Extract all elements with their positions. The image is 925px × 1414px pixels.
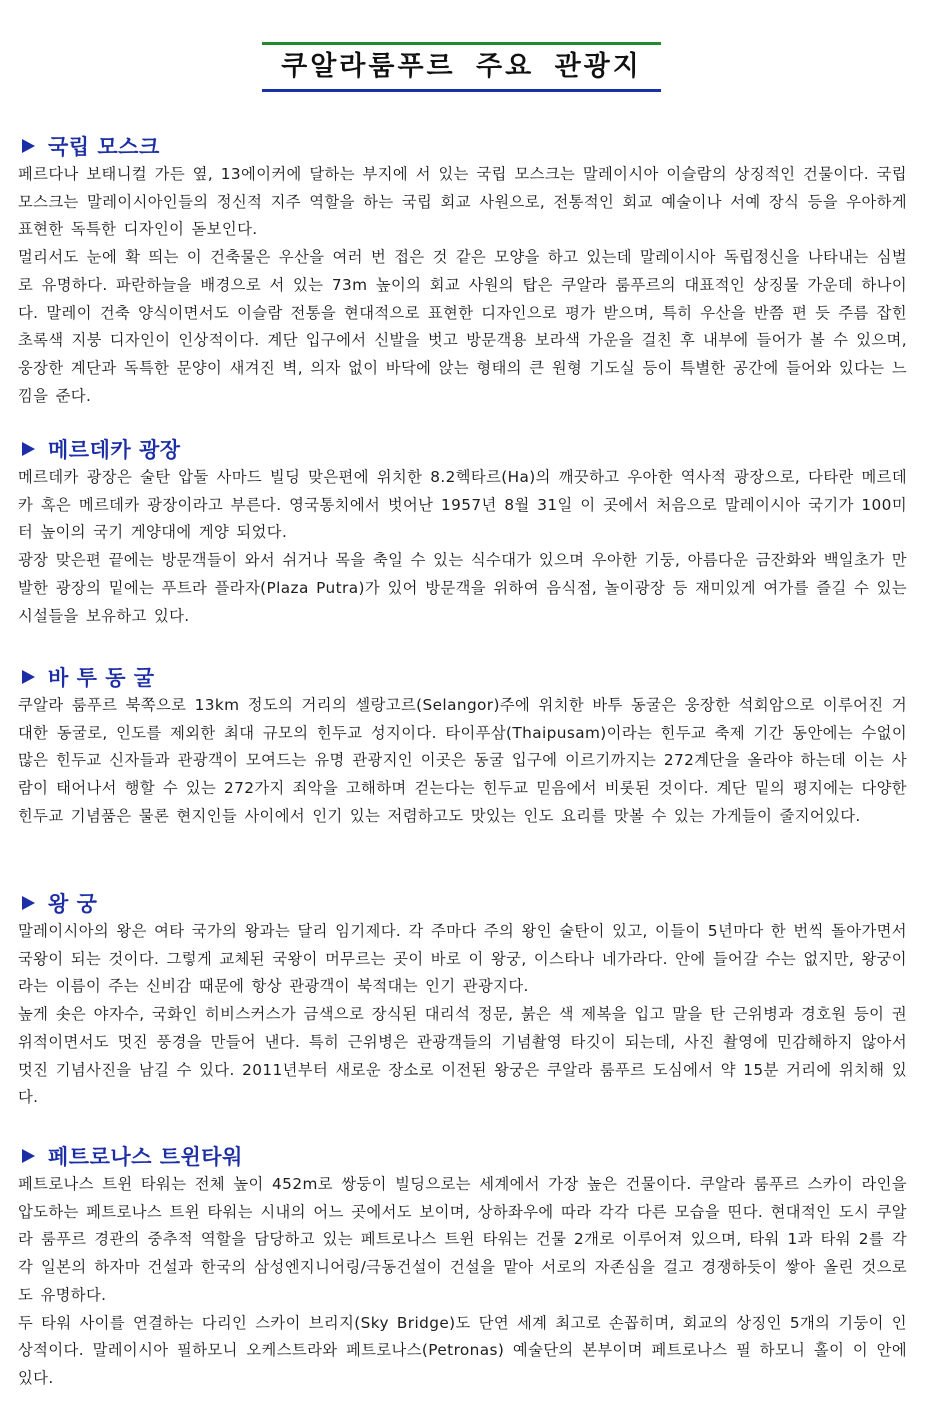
paragraph: 쿠알라 룸푸르 북쪽으로 13km 정도의 거리의 셀랑고르(Selangor)주에 위치한 바투 동굴은 웅장한 석회암으로 이루어진 거대한 동굴로, 인도를 제외한 최대 규모의 힌두교 성지이다. 타이푸삼(Thaipusam)이라는 힌두교 축제 기간 동안에는 수없이 많은 힌두교 신자들과 관광객이 모여드는 유명 관광지인 이곳은 동굴 입구에 이르기까지는 272계단을 올라야 하는데 이는 사람이 태어나서 행할 수 있는 272가지 죄악을 고해하며 걷는다는 힌두교 믿음에서 비롯된 것이다. 계단 밑의 평지에는 다양한 힌두교 기념품은 물론 현지인들 사이에서 인기 있는 저렴하고도 맛있는 인도 요리를 맛볼 수 있는 가게들이 줄지어있다. — [18, 696, 907, 825]
section-heading-text: 바 투 동 굴 — [48, 666, 155, 690]
paragraph: 멀리서도 눈에 확 띄는 이 건축물은 우산을 여러 번 접은 것 같은 모양을 하고 있는데 말레이시아 독립정신을 나타내는 심벌로 유명하다. 파란하늘을 배경으로 서 있는 73m 높이의 회교 사원의 탑은 쿠알라 룸푸르의 대표적인 상징물 가운데 하나이다. 말레이 건축 양식이면서도 이슬람 전통을 현대적으로 표현한 디자인으로 평가 받으며, 특히 우산을 반쯤 편 듯 주름 잡힌 초록색 지붕 디자인이 인상적이다. 계단 입구에서 신발을 벗고 방문객용 보라색 가운을 걸친 후 내부에 들어가 볼 수 있으며, 웅장한 계단과 독특한 문양이 새겨진 벽, 의자 없이 바닥에 앉는 형태의 큰 원형 기도실 등이 특별한 공간에 들어와 있다는 느낌을 준다. — [18, 248, 907, 405]
section-national-mosque — [18, 131, 907, 410]
triangle-right-icon — [22, 670, 35, 684]
paragraph: 페르다나 보태니컬 가든 옆, 13에이커에 달하는 부지에 서 있는 국립 모스크는 말레이시아 이슬람의 상징적인 건물이다. 국립 모스크는 말레이시아인들의 정신적 지주 역할을 하는 국립 회교 사원으로, 전통적인 회교 예술이나 서예 장식 등을 우아하게 표현한 독특한 디자인이 돋보인다. — [18, 165, 907, 239]
section-batu-caves — [18, 662, 907, 831]
section-heading-text: 메르데카 광장 — [48, 438, 181, 462]
triangle-right-icon — [22, 896, 35, 910]
section-heading — [18, 662, 907, 692]
triangle-right-icon — [22, 139, 35, 153]
section-heading — [18, 888, 907, 918]
section-petronas-twin-towers — [18, 1141, 907, 1393]
paragraph: 광장 맞은편 끝에는 방문객들이 와서 쉬거나 목을 축일 수 있는 식수대가 있으며 우아한 기둥, 아름다운 금잔화와 백일초가 만발한 광장의 밑에는 푸트라 플라자(Plaza Putra)가 있어 방문객을 위하여 음식점, 놀이광장 등 재미있게 여가를 즐길 수 있는 시설들을 보유하고 있다. — [18, 551, 907, 625]
section-heading — [18, 434, 907, 464]
section-merdeka-square — [18, 434, 907, 630]
section-heading — [18, 1141, 907, 1171]
paragraph: 메르데카 광장은 술탄 압둘 사마드 빌딩 맞은편에 위치한 8.2헥타르(Ha)의 깨끗하고 우아한 역사적 광장으로, 다타란 메르데카 혹은 메르데카 광장이라고 부른다. 영국통치에서 벗어난 1957년 8월 31일 이 곳에서 처음으로 말레이시아 국기가 100미터 높이의 국기 게양대에 게양 되었다. — [18, 468, 907, 542]
section-heading-text: 페트로나스 트윈타워 — [48, 1145, 243, 1169]
paragraph: 두 타워 사이를 연결하는 다리인 스카이 브리지(Sky Bridge)도 단연 세계 최고로 손꼽히며, 회교의 상징인 5개의 기둥이 인상적이다. 말레이시아 필하모니 오케스트라와 페트로나스(Petronas) 예술단의 본부이며 페트로나스 필 하모니 홀이 이 안에 있다. — [18, 1313, 907, 1387]
page-title: 쿠알라룸푸르 주요 관광지 — [281, 51, 642, 82]
paragraph: 페트로나스 트윈 타워는 전체 높이 452m로 쌍둥이 빌딩으로는 세계에서 가장 높은 건물이다. 쿠알라 룸푸르 스카이 라인을 압도하는 페트로나스 트윈 타워는 시내의 어느 곳에서도 보이며, 상하좌우에 따라 각각 다른 모습을 띤다. 현대적인 도시 쿠알라 룸푸르 경관의 중추적 역할을 담당하고 있는 페트로나스 트윈 타워는 건물 2개로 이루어져 있으며, 타워 1과 타워 2를 각각 일본의 하자마 건설과 한국의 삼성엔지니어링/극동건설이 건설을 맡아 서로의 자존심을 걸고 경쟁하듯이 쌓아 올린 것으로도 유명하다. — [18, 1175, 907, 1304]
section-heading — [18, 131, 907, 161]
section-royal-palace — [18, 888, 907, 1112]
section-heading-text: 국립 모스크 — [48, 135, 160, 159]
paragraph: 높게 솟은 야자수, 국화인 히비스커스가 금색으로 장식된 대리석 정문, 붉은 색 제복을 입고 말을 탄 근위병과 경호원 등이 권위적이면서도 멋진 풍경을 만들어 낸다. 특히 근위병은 관광객들의 기념촬영 타깃이 되는데, 사진 촬영에 민감해하지 않아서 멋진 기념사진을 남길 수 있다. 2011년부터 새로운 장소로 이전된 왕궁은 쿠알라 룸푸르 도심에서 약 15분 거리에 위치해 있다. — [18, 1005, 907, 1107]
triangle-right-icon — [22, 442, 35, 456]
section-heading-text: 왕 궁 — [48, 892, 98, 916]
triangle-right-icon — [22, 1149, 35, 1163]
title-box — [262, 42, 661, 92]
paragraph: 말레이시아의 왕은 여타 국가의 왕과는 달리 임기제다. 각 주마다 주의 왕인 술탄이 있고, 이들이 5년마다 한 번씩 돌아가면서 국왕이 되는 것이다. 그렇게 교체된 국왕이 머무르는 곳이 바로 이 왕궁, 이스타나 네가라다. 안에 들어갈 수는 없지만, 왕궁이라는 이름이 주는 신비감 때문에 항상 관광객이 북적대는 인기 관광지다. — [18, 922, 907, 996]
